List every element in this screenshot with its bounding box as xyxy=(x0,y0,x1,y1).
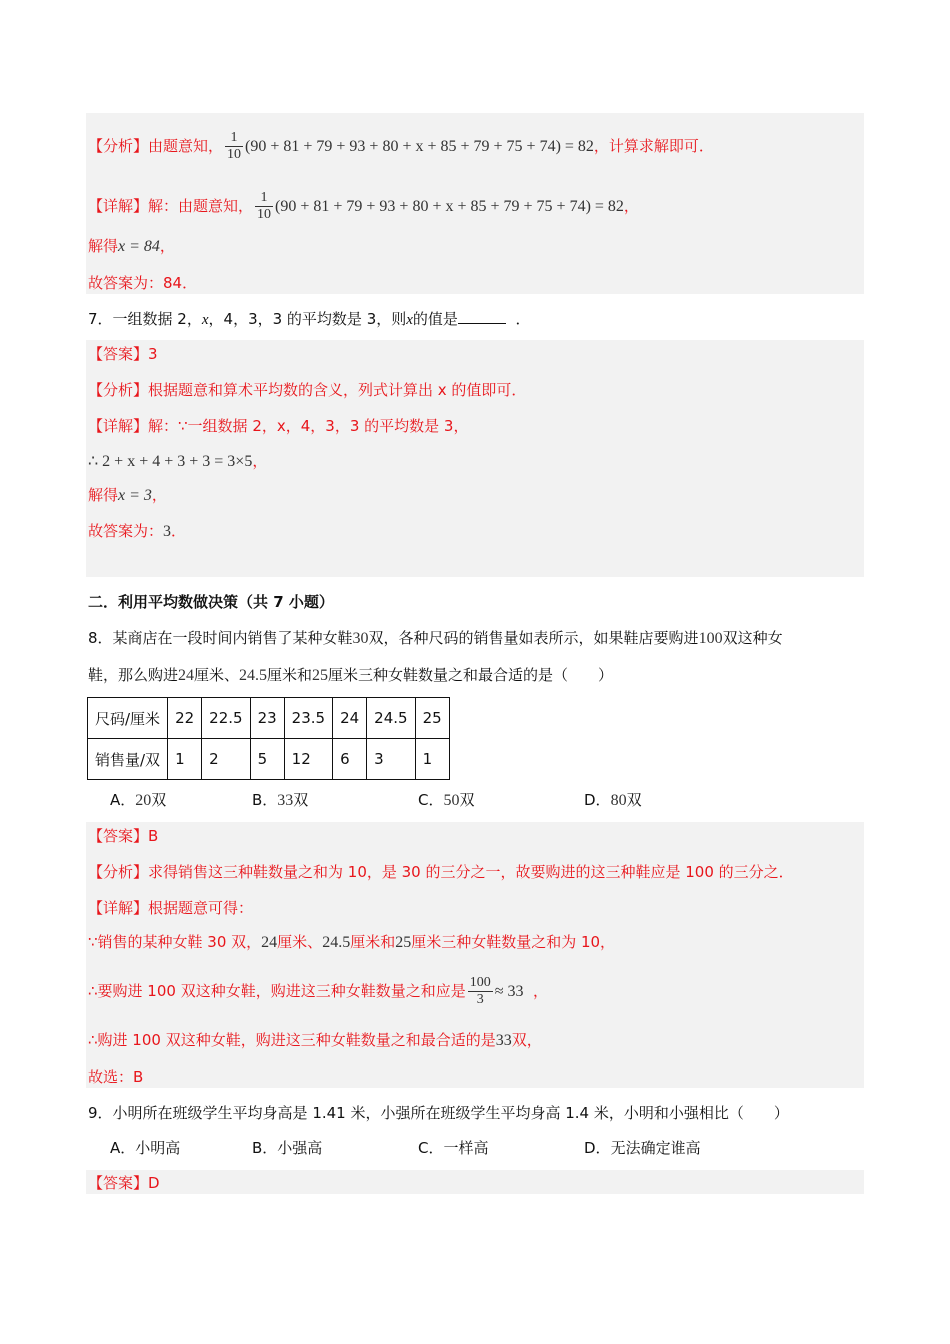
math-expression: (90 + 81 + 79 + 93 + 80 + x + 85 + 79 + 75 + 74) = 82 xyxy=(245,138,594,155)
q6-answer-line: 故答案为：84． xyxy=(88,274,198,292)
q7-final-line: 故答案为：3． xyxy=(88,522,187,540)
size-sales-table xyxy=(87,697,450,780)
fraction: $\frac{1}{10}$ xyxy=(257,190,272,222)
table-cell: 1 xyxy=(168,739,202,780)
table-cell: 23.5 xyxy=(284,698,332,739)
q7-solve-line: 解得x = 3， xyxy=(88,486,167,504)
q6-detail-line: 【详解】解：由题意知， $\frac{1}{10}$ (90 + 81 + 79 + 93 + 80 + x + 85 + 79 + 75 + 74) = 82， xyxy=(88,190,639,222)
q6-analysis-line: 【分析】由题意知， $\frac{1}{10}$ (90 + 81 + 79 + 93 + 80 + x + 85 + 79 + 75 + 74) = 82，计算求解即可． xyxy=(88,130,714,162)
q8-choice-line: 故选：B xyxy=(88,1068,144,1086)
q8-option-b[interactable]: B．33双 xyxy=(252,791,309,809)
q9-question: 9．小明所在班级学生平均身高是 1.41 米，小强所在班级学生平均身高 1.4 米，小明和小强相比（ ） xyxy=(88,1104,789,1122)
q8-answer-line: 【答案】B xyxy=(88,827,159,845)
answer-blank xyxy=(458,309,506,324)
table-cell: 22 xyxy=(168,698,202,739)
q7-analysis-line: 【分析】根据题意和算术平均数的含义，列式计算出 x 的值即可． xyxy=(88,381,527,399)
q7-question: 7．一组数据 2，x，4，3，3 的平均数是 3，则x的值是 ． xyxy=(88,310,531,328)
q8-option-c[interactable]: C．50双 xyxy=(418,791,475,809)
q9-option-b[interactable]: B．小强高 xyxy=(252,1139,323,1157)
analysis-tag: 【分析】 xyxy=(88,137,149,155)
table-cell: 24 xyxy=(333,698,367,739)
q8-analysis-line: 【分析】求得销售这三种鞋数量之和为 10，是 30 的三分之一，故要购进的这三种鞋应是 100 的三分之． xyxy=(88,863,794,881)
math-expression: (90 + 81 + 79 + 93 + 80 + x + 85 + 79 + 75 + 74) = 82 xyxy=(275,198,624,215)
q9-answer-line: 【答案】D xyxy=(88,1174,160,1192)
q9-solution-block xyxy=(86,1170,864,1194)
q8-detail-step-2: ∴要购进 100 双这种女鞋，购进这三种女鞋数量之和应是 $\frac{100}{3}$ ≈ 33 ， xyxy=(88,975,549,1007)
table-cell: 5 xyxy=(250,739,284,780)
table-cell: 24.5 xyxy=(367,698,415,739)
q6-solve-line: 解得x = 84， xyxy=(88,237,175,255)
q8-question-line-2: 鞋，那么购进24厘米、24.5厘米和25厘米三种女鞋数量之和最合适的是（ ） xyxy=(88,666,614,684)
q7-answer-line: 【答案】3 xyxy=(88,345,158,363)
table-cell: 23 xyxy=(250,698,284,739)
table-cell: 25 xyxy=(415,698,449,739)
fraction: $\frac{100}{3}$ xyxy=(469,975,491,1007)
table-cell: 6 xyxy=(333,739,367,780)
q9-option-c[interactable]: C．一样高 xyxy=(418,1139,489,1157)
fraction: $\frac{1}{10}$ xyxy=(227,130,242,162)
q8-detail-line: 【详解】根据题意可得： xyxy=(88,899,254,917)
table-cell: 12 xyxy=(284,739,332,780)
q9-option-a[interactable]: A．小明高 xyxy=(110,1139,181,1157)
table-header-cell: 销售量/双 xyxy=(88,739,168,780)
q8-detail-step-1: ∵销售的某种女鞋 30 双，24厘米、24.5厘米和25厘米三种女鞋数量之和为 10， xyxy=(88,933,616,951)
q8-option-d[interactable]: D．80双 xyxy=(584,791,642,809)
table-header-cell: 尺码/厘米 xyxy=(88,698,168,739)
table-row xyxy=(88,739,450,780)
detail-tag: 【详解】 xyxy=(88,197,149,215)
table-cell: 3 xyxy=(367,739,415,780)
table-cell: 22.5 xyxy=(202,698,250,739)
q8-question-line-1: 8．某商店在一段时间内销售了某种女鞋30双，各种尺码的销售量如表所示，如果鞋店要购进100双这种女 xyxy=(88,629,783,647)
q9-option-d[interactable]: D．无法确定谁高 xyxy=(584,1139,701,1157)
table-row xyxy=(88,698,450,739)
q8-detail-step-3: ∴购进 100 双这种女鞋，购进这三种女鞋数量之和最合适的是33双， xyxy=(88,1031,542,1049)
section-heading: 二．利用平均数做决策（共 7 小题） xyxy=(88,593,334,611)
q7-equation-line: ∴ 2 + x + 4 + 3 + 3 = 3×5， xyxy=(88,452,268,470)
q8-option-a[interactable]: A．20双 xyxy=(110,791,167,809)
table-cell: 1 xyxy=(415,739,449,780)
q7-detail-line: 【详解】解：∵一组数据 2，x，4，3，3 的平均数是 3， xyxy=(88,417,469,435)
table-cell: 2 xyxy=(202,739,250,780)
